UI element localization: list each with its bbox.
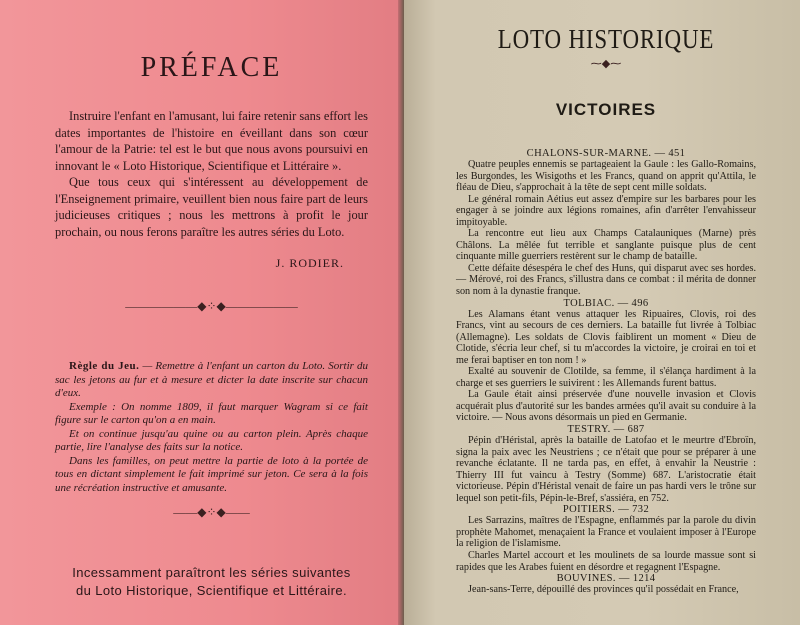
section-heading: TOLBIAC. — 496 [563,297,649,309]
right-page-victories [404,0,800,625]
section-heading: POITIERS. — 732 [562,504,650,516]
section-chalons [456,148,756,298]
section-paragraph: Exalté au souvenir de Clotilde, sa femme, il s'élança hardiment à la charge et ses guerriers le suivirent : les Allemands furent battus. [456,366,756,389]
section-bouvines [456,573,756,596]
preface-signature: J. RODIER. [275,256,344,270]
announcement-line-1: Incessamment paraîtront les séries suivantes [72,565,351,580]
section-paragraph: Quatre peuples ennemis se partageaient la Gaule : les Gallo-Romains, les Burgondes, les Wisigoths et les Francs, quand on apprit qu'Attila, le fléau de Dieu, s'approchait à la tête de sept cent mille soldats. [456,159,756,194]
section-testry [456,424,756,504]
section-paragraph: Les Alamans étant venus attaquer les Ripuaires, Clovis, roi des Francs, vint au secours de ces derniers. La bataille fut livrée à Tolbiac (Allemagne). Les soldats de Clovis faiblirent un moment « Dieu de Clotide, s'écria leur chef, si tu m'accordes la victoire, je croirai en toi et me ferai baptiser en ton nom ! » [456,308,756,366]
rules-text-2: Exemple : On nomme 1809, il faut marquer Wagram si ce fait figure sur le carton qu'on a en main. [55,400,368,426]
section-paragraph: Jean-sans-Terre, dépouillé des provinces qu'il possédait en France, [468,584,739,596]
section-paragraph: Cette défaite désespéra le chef des Huns, qui disparut avec ses hordes. — Mérové, roi des Francs, s'illustra dans ce combat : il mérita de donner son nom à la dynastie franque. [456,262,756,298]
section-tolbiac [456,298,756,424]
preface-title: PRÉFACE [140,52,283,83]
loto-title: LOTO HISTORIQUE [497,24,715,54]
game-rules [55,360,368,495]
rules-text-1: — Remettre à l'enfant un carton du Loto. Sortir du sac les jetons au fur et à mesure et dicter la date inscrite sur chacun d'eux. [55,360,369,399]
section-paragraph: La Gaule était ainsi préservée d'une nouvelle invasion et Clovis acquérait plus d'autorité sur les bandes armées qu'il avait su conduire à la victoire. — Nous avons désormais un pied en Germanie. [456,389,756,424]
section-poitiers [456,504,756,573]
section-heading: CHALONS-SUR-MARNE. — 451 [526,148,686,159]
announcement [55,564,368,600]
ornament-divider: ——————◆⁘◆—————— [125,299,298,313]
victories-title: VICTOIRES [555,100,657,119]
section-paragraph: La rencontre eut lieu aux Champs Catalauniques (Marne) près Châlons. La mêlée fut terrible et sanglante puisque plus de cent cinquante mille guerriers restèrent sur le champ de bataille. [456,228,756,263]
section-paragraph: Le général romain Aétius eut assez d'empire sur les barbares pour les engager à se joindre aux légions romaines, afin d'arrêter l'envahisseur impitoyable. [456,193,756,228]
section-heading: BOUVINES. — 1214 [556,573,656,585]
rules-ornament: ——◆⁘◆—— [173,505,250,519]
announcement-line-2: du Loto Historique, Scientifique et Littéraire. [76,583,347,598]
rules-text-4: Dans les familles, on peut mettre la partie de loto à la portée de tous en dictant simplement le fait imprimé sur jeton. Ce sera à la fois une récréation instructive et amusante. [55,454,368,494]
section-paragraph: Les Sarrazins, maîtres de l'Espagne, enflammés par la parole du divin prophète Mahomet, menaçaient la France et voulaient imposer à l'Europe la religion de l'islamisme. [456,515,756,550]
section-paragraph: Pépin d'Héristal, après la bataille de Latofao et le meurtre d'Ebroïn, signa la paix avec les Neustriens ; ce n'était que pour se préparer à une revanche éclatante. Il ne tarda pas, en effet, à envahir la Neustrie : Thierry III fut vaincu à Testry (Somme) 687. L'aristocratie était victorieuse. Pépin d'Héristal venait de faire un pas hardi vers le trône sur lequel son petit-fils, Pépin-le-Bref, s'assiéra, en 752. [456,435,756,504]
section-paragraph: Charles Martel accourt et les moulinets de sa lourde massue sont si rapides que les Arabes fuient en désordre et regagnent l'Espagne. [456,549,756,573]
title-ornament: ⁓◆⁓ [590,58,622,70]
preface-paragraph-2: Que tous ceux qui s'intéressent au développement de l'Enseignement primaire, veuillent bien nous faire part de leurs judicieuses critiques ; nous les mettrons à profit le jour prochain, ou nous ferons paraître les autres séries du Loto. [55,175,368,239]
rules-text-3: Et on continue jusqu'au quine ou au carton plein. Après chaque partie, lire l'analyse des faits sur la notice. [55,427,368,453]
preface-paragraph-1: Instruire l'enfant en l'amusant, lui faire retenir sans effort les dates importantes de l'histoire en éveillant dans son cœur l'amour de la Patrie: tel est le but que nous avons poursuivi en innovant le « Loto Historique, Scientifique et Littéraire ». [55,109,368,173]
rules-heading: Règle du Jeu. [69,360,140,372]
section-heading: TESTRY. — 687 [567,424,645,436]
